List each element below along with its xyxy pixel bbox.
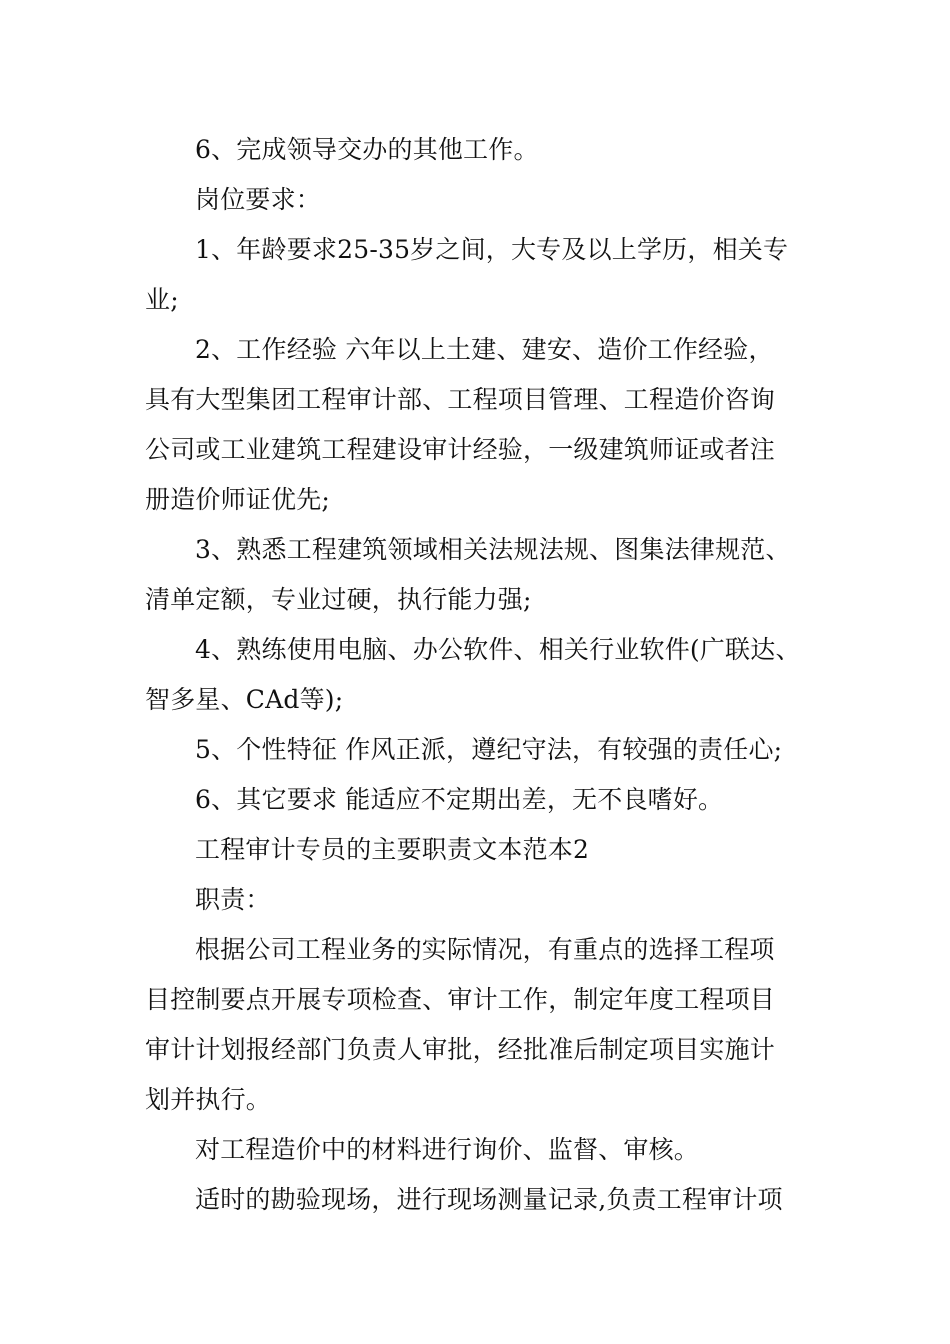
text-line: 6、完成领导交办的其他工作。 — [195, 135, 539, 164]
text-line: 2、工作经验 六年以上土建、建安、造价工作经验， — [195, 335, 774, 364]
text-line: 智多星、CAd等); — [145, 685, 344, 714]
text-line: 适时的勘验现场，进行现场测量记录,负责工程审计项 — [195, 1185, 783, 1214]
section-heading-duties: 职责： — [195, 885, 271, 914]
text-line: 册造价师证优先; — [145, 485, 331, 514]
section-heading-requirements: 岗位要求： — [195, 185, 322, 214]
text-line: 审计计划报经部门负责人审批，经批准后制定项目实施计 — [145, 1035, 776, 1064]
text-line: 业; — [145, 285, 179, 314]
text-line: 5、个性特征 作风正派，遵纪守法，有较强的责任心; — [195, 735, 783, 764]
text-line: 清单定额，专业过硬，执行能力强; — [145, 585, 532, 614]
section-title: 工程审计专员的主要职责文本范本2 — [195, 835, 590, 864]
text-line: 对工程造价中的材料进行询价、监督、审核。 — [195, 1135, 700, 1164]
text-line: 根据公司工程业务的实际情况，有重点的选择工程项 — [195, 935, 775, 964]
text-line: 具有大型集团工程审计部、工程项目管理、工程造价咨询 — [145, 385, 776, 414]
text-line: 1、年龄要求25-35岁之间，大专及以上学历，相关专 — [195, 235, 789, 264]
text-line: 公司或工业建筑工程建设审计经验，一级建筑师证或者注 — [145, 435, 776, 464]
text-line: 划并执行。 — [145, 1085, 272, 1114]
text-line: 4、熟练使用电脑、办公软件、相关行业软件(广联达、 — [195, 635, 801, 664]
text-line: 3、熟悉工程建筑领域相关法规法规、图集法律规范、 — [195, 535, 791, 564]
text-line: 6、其它要求 能适应不定期出差，无不良嗜好。 — [195, 785, 724, 814]
text-line: 目控制要点开展专项检查、审计工作，制定年度工程项目 — [145, 985, 776, 1014]
